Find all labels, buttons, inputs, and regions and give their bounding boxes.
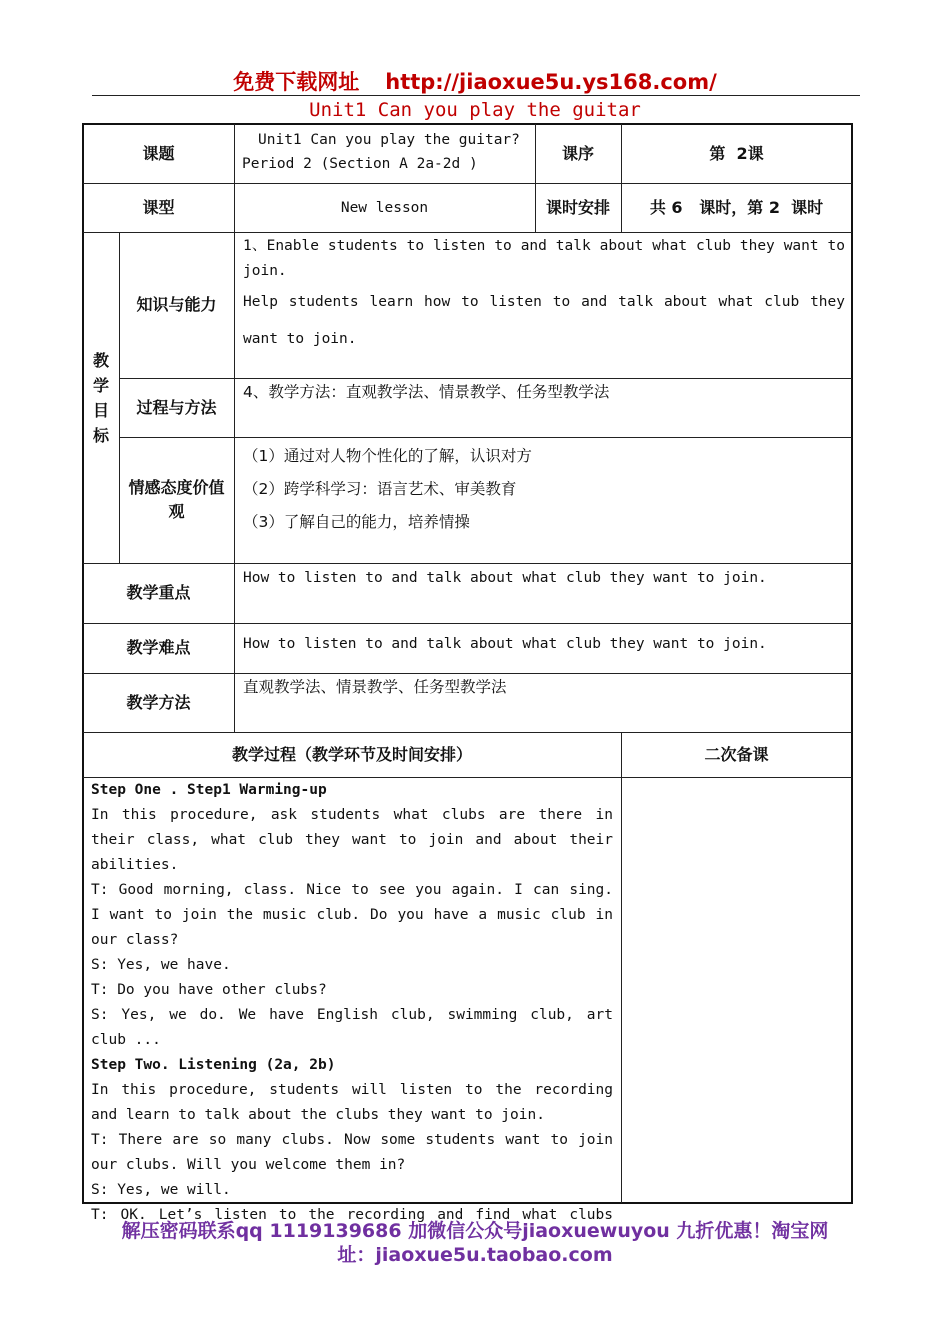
objectives-char-4: 标	[92, 426, 109, 445]
teaching-process-content	[91, 778, 613, 1223]
difficulty-label: 教学难点	[126, 638, 191, 657]
step-paragraph: T: OK. Let’s listen to the recording and find what clubs	[91, 1207, 613, 1223]
schedule-label: 课时安排	[545, 197, 610, 217]
knowledge-line-2: Help students learn how to listen to and talk about what club they want to join.	[243, 294, 845, 347]
step-paragraph: S: Yes, we have.	[91, 957, 231, 973]
site-url-link[interactable]: http://jiaoxue5u.ys168.com/	[385, 70, 717, 94]
step-heading: Step One . Step1 Warming-up	[91, 782, 327, 798]
step-paragraph: S: Yes, we will.	[91, 1182, 231, 1198]
type-label: 课型	[142, 197, 175, 217]
step-paragraph: T: Do you have other clubs?	[91, 982, 327, 998]
emotion-item: （1）通过对人物个性化的了解，认识对方	[243, 447, 532, 465]
process-method-text: 4、教学方法：直观教学法、情景教学、任务型教学法	[243, 383, 610, 401]
objectives-char-2: 学	[92, 376, 109, 395]
site-header	[0, 66, 950, 96]
step-paragraph: In this procedure, students will listen to the recording and learn to talk about the clubs they want to join.	[91, 1082, 613, 1123]
topic-label: 课题	[142, 143, 175, 163]
order-label: 课序	[561, 143, 594, 163]
process-header: 教学过程（教学环节及时间安排）	[231, 744, 472, 764]
schedule-value: 共 6 课时，第 2 课时	[649, 197, 824, 217]
emotion-label: 情感态度价值观	[128, 478, 225, 521]
step-heading: Step Two. Listening (2a, 2b)	[91, 1057, 336, 1073]
order-value: 第 2课	[709, 143, 764, 163]
objectives-char-3: 目	[92, 401, 109, 420]
step-paragraph: T: There are so many clubs. Now some students want to join our clubs. Will you welcome them in?	[91, 1132, 613, 1173]
topic-value	[242, 128, 532, 176]
document-title: Unit1 Can you play the guitar	[309, 99, 641, 121]
method-label: 教学方法	[126, 692, 191, 712]
step-paragraph: T: Good morning, class. Nice to see you again. I can sing. I want to join the music club. Do you have a music club in our class?	[91, 882, 613, 948]
key-point-text: How to listen to and talk about what club they want to join.	[243, 570, 767, 586]
knowledge-label: 知识与能力	[136, 295, 217, 314]
topic-line-2: Period 2 (Section A 2a-2d )	[242, 156, 478, 172]
emotion-item: （3）了解自己的能力，培养情操	[243, 513, 470, 531]
emotion-list	[243, 440, 845, 539]
key-point-label: 教学重点	[126, 583, 191, 602]
type-value: New lesson	[340, 199, 429, 216]
step-paragraph: S: Yes, we do. We have English club, swimming club, art club ...	[91, 1007, 613, 1048]
method-text: 直观教学法、情景教学、任务型教学法	[243, 678, 507, 696]
header-rule	[92, 95, 860, 96]
footer-line-2[interactable]: 址：jiaoxue5u.taobao.com	[337, 1244, 613, 1266]
knowledge-line-1: 1、Enable students to listen to and talk about what club they want to join.	[243, 238, 845, 279]
process-method-label: 过程与方法	[136, 397, 217, 417]
footer-line-1: 解压密码联系qq 1119139686 加微信公众号jiaoxuewuyou 九折优惠！淘宝网	[121, 1220, 829, 1242]
difficulty-text: How to listen to and talk about what club they want to join.	[243, 636, 767, 652]
objectives-char-1: 教	[92, 351, 109, 370]
topic-line-1: Unit1 Can you play the guitar?	[258, 132, 520, 148]
step-paragraph: In this procedure, ask students what clubs are there in their class, what club they want to join and about their abilities.	[91, 807, 613, 873]
knowledge-text	[243, 234, 845, 358]
objectives-group-label	[83, 232, 119, 564]
secondary-prep-header: 二次备课	[704, 744, 769, 764]
emotion-item: （2）跨学科学习：语言艺术、审美教育	[243, 480, 517, 498]
free-download-label: 免费下载网址	[233, 70, 360, 94]
